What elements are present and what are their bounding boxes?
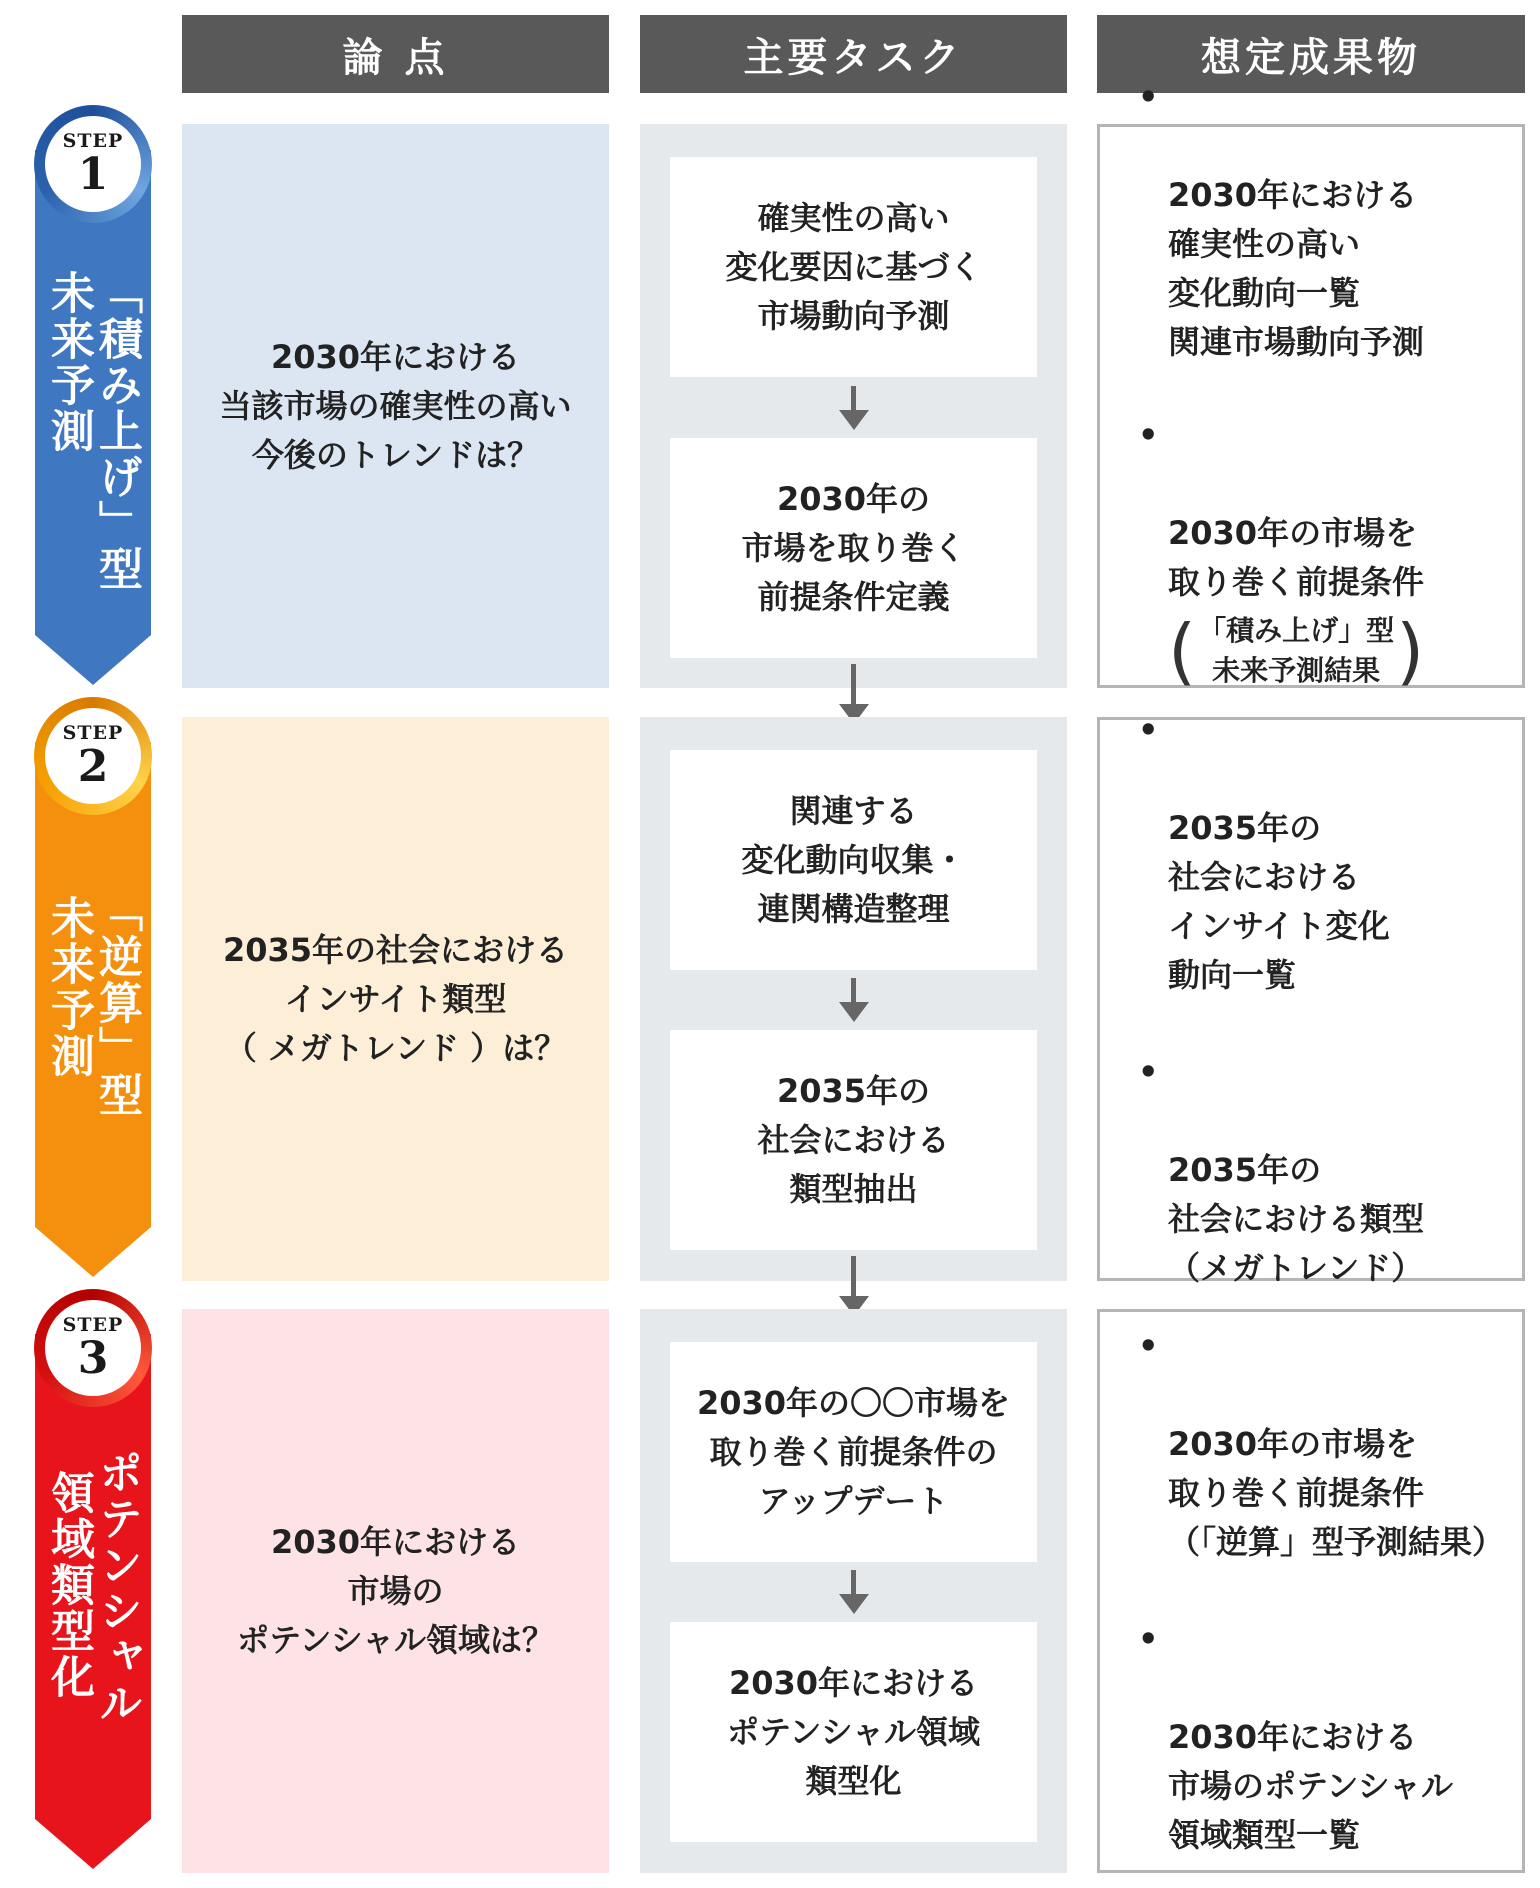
step-1-deliverables — [1097, 77, 1525, 693]
bullet-dot-icon: • — [1138, 1620, 1159, 1658]
step-3-deliverable-1 — [1138, 1322, 1522, 1567]
right-paren-icon: ) — [1396, 608, 1425, 693]
step-2-deliverable-2-text: 2035年の 社会における類型 （メガトレンド） — [1168, 1150, 1425, 1287]
step-2-title-line2: 未来予測 — [43, 895, 94, 1079]
bullet-dot-icon: • — [1138, 77, 1159, 116]
step-1-deliverable-2 — [1138, 411, 1522, 740]
step-3-inner-arrow-head — [839, 1594, 869, 1614]
step-3-deliverable-2-text: 2030年における 市場のポテンシャル 領域類型一覧 — [1168, 1718, 1453, 1854]
step-3-inner-arrow-line — [851, 1570, 856, 1596]
step-3-task-1: 2030年の〇〇市場を 取り巻く前提条件の アップデート — [670, 1342, 1037, 1562]
step-1-label: STEP — [62, 130, 124, 152]
step-1-number: 1 — [77, 149, 109, 200]
step-1-task-1: 確実性の高い 変化要因に基づく 市場動向予測 — [670, 157, 1037, 377]
step-2-inner-arrow-head — [839, 1002, 869, 1022]
step-3-issue: 2030年における 市場の ポテンシャル領域は？ — [182, 1309, 609, 1873]
step-1-deliverable-note — [1168, 608, 1522, 693]
step-1-deliverable-1-text: 2030年における 確実性の高い 変化動向一覧 関連市場動向予測 — [1168, 175, 1425, 361]
step-2-task-1: 関連する 変化動向収集・ 連関構造整理 — [670, 750, 1037, 970]
step-2-deliverable-2 — [1138, 1048, 1522, 1293]
step-2-badge — [34, 697, 152, 815]
step-2-deliverables — [1097, 710, 1525, 1287]
bullet-dot-icon: • — [1138, 1052, 1159, 1091]
step-2-task-2: 2035年の 社会における 類型抽出 — [670, 1030, 1037, 1250]
step-1-inner-arrow-line — [851, 386, 856, 412]
step-3-task-2: 2030年における ポテンシャル領域 類型化 — [670, 1622, 1037, 1842]
step-3-badge — [34, 1289, 152, 1407]
header-tasks: 主要タスク — [640, 15, 1067, 93]
step-1-task-2: 2030年の 市場を取り巻く 前提条件定義 — [670, 438, 1037, 658]
step-2-title-line1: 「逆算」型 — [91, 888, 142, 1118]
step-3-label: STEP — [62, 1314, 124, 1336]
step-3-title-line1: ポテンシャル — [91, 1450, 142, 1726]
step-2-label: STEP — [62, 722, 124, 744]
step-3-deliverables — [1097, 1309, 1525, 1873]
step-1-to-2-arrow-line — [851, 664, 856, 708]
step-1-badge — [34, 105, 152, 223]
header-issue: 論 点 — [182, 15, 609, 93]
step-1-deliverable-note-text: 「積み上げ」型 未来予測結果 — [1198, 613, 1395, 687]
step-2-issue: 2035年の社会における インサイト類型 （ メガトレンド ）は？ — [182, 717, 609, 1281]
step-3-deliverable-2 — [1138, 1615, 1522, 1860]
step-1-title-line2: 未来予測 — [43, 270, 94, 454]
step-2-inner-arrow-line — [851, 978, 856, 1004]
step-2-deliverable-1 — [1138, 706, 1522, 1000]
step-1-inner-arrow-head — [839, 410, 869, 430]
step-1-deliverable-2-text: 2030年の市場を 取り巻く前提条件 — [1168, 513, 1425, 601]
step-2-number: 2 — [77, 741, 109, 792]
step-1-deliverable-1 — [1138, 73, 1522, 367]
header-deliverables: 想定成果物 — [1097, 15, 1525, 93]
step-3-deliverable-1-text: 2030年の市場を 取り巻く前提条件 （「逆算」型予測結果） — [1168, 1425, 1505, 1561]
bullet-dot-icon: • — [1138, 415, 1159, 454]
bullet-dot-icon: • — [1138, 710, 1159, 749]
left-paren-icon: ( — [1168, 608, 1197, 693]
step-3-title-line2: 領域類型化 — [43, 1470, 94, 1700]
step-3-number: 3 — [77, 1333, 109, 1384]
step-1-issue: 2030年における 当該市場の確実性の高い 今後のトレンドは？ — [182, 124, 609, 688]
bullet-dot-icon: • — [1138, 1327, 1159, 1365]
step-1-title-line1: 「積み上げ」型 — [91, 270, 142, 592]
step-2-deliverable-1-text: 2035年の 社会における インサイト変化 動向一覧 — [1168, 808, 1390, 994]
step-2-to-3-arrow-line — [851, 1256, 856, 1300]
